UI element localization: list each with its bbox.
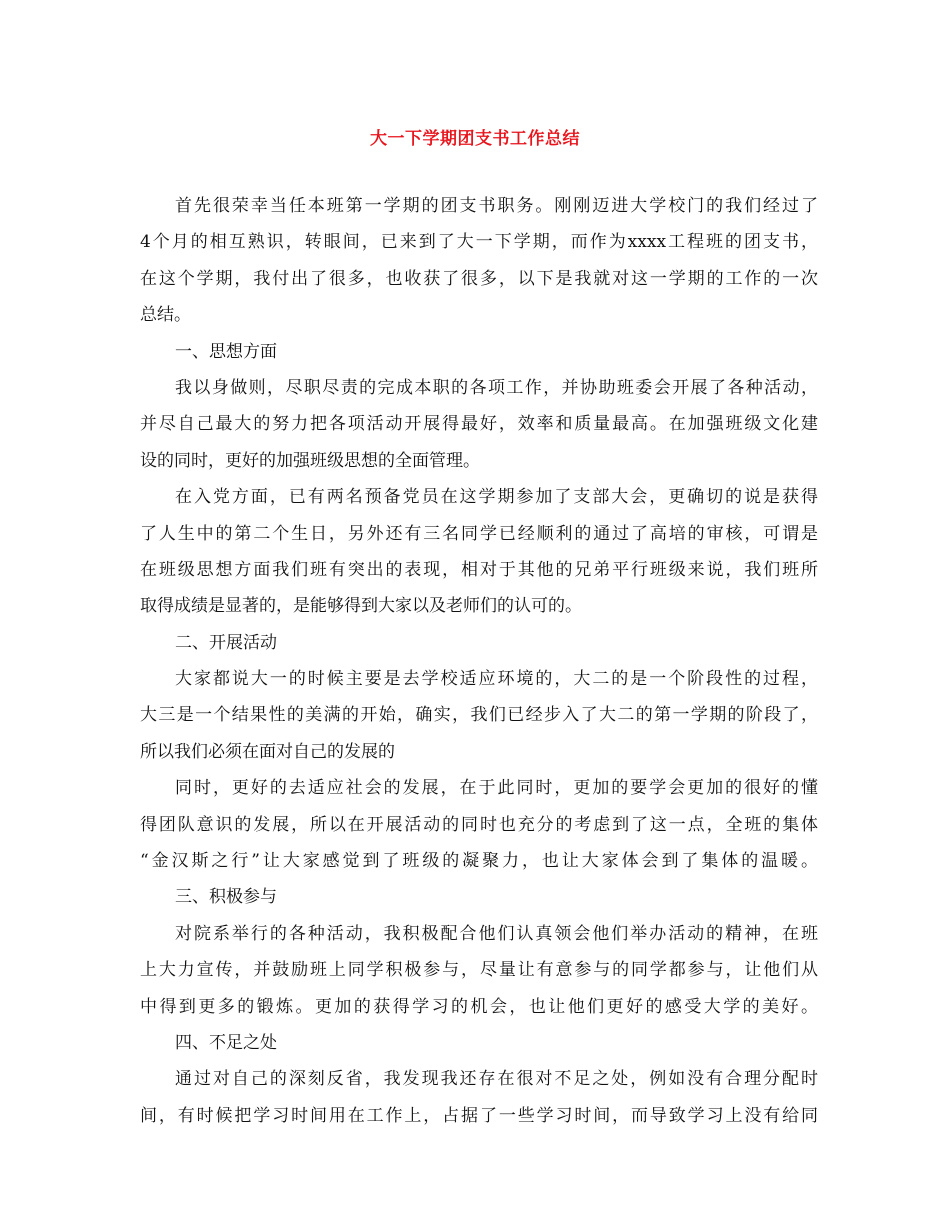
body-line: 二、开展活动	[175, 632, 277, 653]
body-line: 四、不足之处	[175, 1032, 277, 1053]
body-line: 同时，更好的去适应社会的发展，在于此同时，更加的要学会更加的很好的懂	[175, 778, 818, 799]
body-line: 三、积极参与	[175, 887, 277, 908]
document-body	[140, 188, 818, 1134]
body-line: 在入党方面，已有两名预备党员在这学期参加了支部大会，更确切的说是获得	[175, 487, 818, 508]
body-line: 首先很荣幸当任本班第一学期的团支书职务。刚刚迈进大学校门的我们经过了	[175, 196, 818, 216]
body-line: 大家都说大一的时候主要是去学校适应环境的，大二的是一个阶段性的过程，	[175, 669, 818, 690]
body-line: “金汉斯之行”让大家感觉到了班级的凝聚力，也让大家体会到了集体的温暖。	[140, 851, 818, 872]
body-line: 间，有时候把学习时间用在工作上，占据了一些学习时间，而导致学习上没有给同	[140, 1105, 818, 1126]
body-line: 总结。	[140, 305, 191, 326]
body-line: 所以我们必须在面对自己的发展的	[140, 741, 395, 762]
body-line: 取得成绩是显著的，是能够得到大家以及老师们的认可的。	[140, 596, 582, 617]
body-line: 对院系举行的各种活动，我积极配合他们认真领会他们举办活动的精神，在班	[175, 923, 818, 944]
body-line: 在这个学期，我付出了很多，也收获了很多，以下是我就对这一学期的工作的一次	[140, 268, 818, 289]
body-line: 得团队意识的发展，所以在开展活动的同时也充分的考虑到了这一点，全班的集体	[140, 814, 818, 835]
body-line: 了人生中的第二个生日，另外还有三名同学已经顺利的通过了高培的审核，可谓是	[140, 523, 818, 544]
body-line: 并尽自己最大的努力把各项活动开展得最好，效率和质量最高。在加强班级文化建	[140, 414, 818, 435]
body-line: 我以身做则，尽职尽责的完成本职的各项工作，并协助班委会开展了各种活动，	[175, 377, 818, 398]
body-line: 上大力宣传，并鼓励班上同学积极参与，尽量让有意参与的同学都参与，让他们从	[140, 960, 818, 981]
document-title: 大一下学期团支书工作总结	[370, 129, 580, 149]
body-line: 大三是一个结果性的美满的开始，确实，我们已经步入了大二的第一学期的阶段了，	[140, 705, 818, 726]
body-line: 4个月的相互熟识，转眼间，已来到了大一下学期，而作为xxxx工程班的团支书，	[140, 232, 818, 253]
body-line: 设的同时，更好的加强班级思想的全面管理。	[140, 450, 480, 471]
body-line: 中得到更多的锻炼。更加的获得学习的机会，也让他们更好的感受大学的美好。	[140, 996, 818, 1017]
body-line: 通过对自己的深刻反省，我发现我还存在很对不足之处，例如没有合理分配时	[175, 1069, 818, 1090]
body-line: 一、思想方面	[175, 341, 277, 362]
body-line: 在班级思想方面我们班有突出的表现，相对于其他的兄弟平行班级来说，我们班所	[140, 559, 818, 580]
